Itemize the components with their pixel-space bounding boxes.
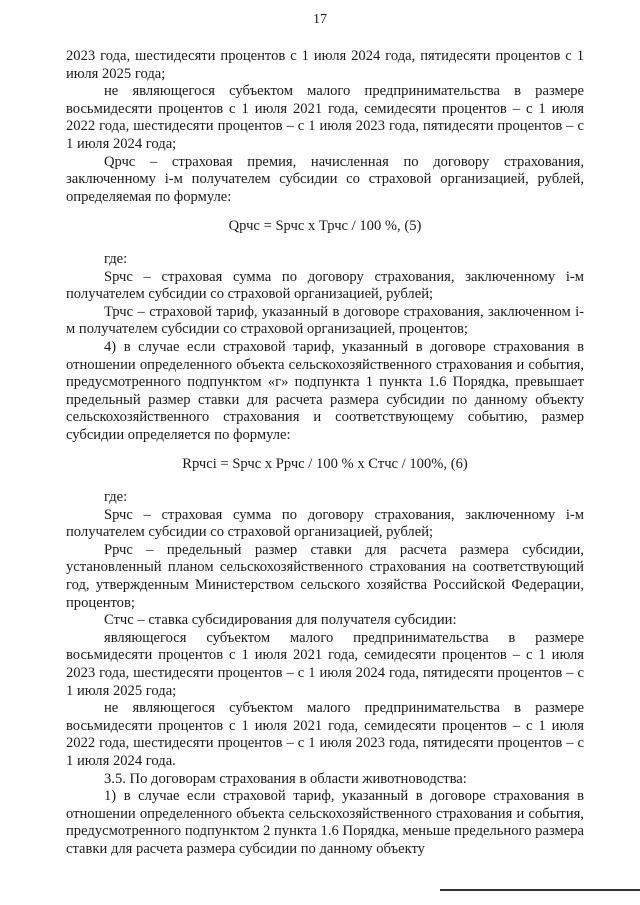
paragraph: Sрчс – страховая сумма по договору страхования, заключенному i-м получателем субсидии со страховой организацией, рублей; [66,506,584,541]
page-number: 17 [313,12,327,27]
paragraph: Трчс – страховой тариф, указанный в договоре страхования, заключенном i-м получателем субсидии со страховой организацией, процентов; [66,303,584,338]
document-body [66,48,584,859]
section-heading: 3.5. По договорам страхования в области животноводства: [104,770,467,787]
formula-6: Rрчсi = Sрчс х Ррчс / 100 % х Стчс / 100%, (6) [182,456,468,473]
scan-edge-line [440,889,640,891]
where-label: где: [104,489,128,506]
paragraph: 2023 года, шестидесяти процентов с 1 июля 2024 года, пятидесяти процентов с 1 июля 2025 года; [66,48,584,82]
paragraph: не являющегося субъектом малого предпринимательства в размере восьмидесяти процентов с 1 июля 2021 года, семидесяти процентов – с 1 июля 2022 года, шестидесяти процентов – с 1 июля 2023 года, пятидесяти процентов – с 1 июля 2024 года. [66,700,584,769]
paragraph: Sрчс – страховая сумма по договору страхования, заключенному i-м получателем субсидии со страховой организацией, рублей; [66,268,584,303]
paragraph: 1) в случае если страховой тариф, указанный в договоре страхования в отношении определенного объекта сельскохозяйственного страхования и события, предусмотренного подпунктом 2 пункта 1.6 Порядка, меньше предельного размера ставки для расчета размера субсидии по данному объекту [66,788,584,857]
where-label: где: [104,250,128,267]
paragraph: Ррчс – предельный размер ставки для расчета размера субсидии, установленный планом сельскохозяйственного страхования на соответствующий год, утвержденным Министерством сельского хозяйства Российской Федерации, процентов; [66,541,584,611]
formula-5: Qрчс = Sрчс х Трчс / 100 %, (5) [228,218,422,235]
paragraph: 4) в случае если страховой тариф, указанный в договоре страхования в отношении определенного объекта сельскохозяйственного страхования и события, предусмотренного подпунктом «г» подпункта 1 пункта 1.6 Порядка, превышает предельный размер ставки для расчета размера субсидии по данному объекту сельскохозяйственного страхования и соответствующему событию, размер субсидии определяется по формуле: [66,338,584,443]
paragraph: Qрчс – страховая премия, начисленная по договору страхования, заключенному i-м получателем субсидии со страховой организацией, рублей, определяемая по формуле: [66,153,584,205]
paragraph: не являющегося субъектом малого предпринимательства в размере восьмидесяти процентов с 1 июля 2021 года, семидесяти процентов – с 1 июля 2022 года, шестидесяти процентов – с 1 июля 2023 года, пятидесяти процентов – с 1 июля 2024 года; [66,83,584,152]
paragraph: Стчс – ставка субсидирования для получателя субсидии: [104,612,457,629]
paragraph: являющегося субъектом малого предпринимательства в размере восьмидесяти процентов с 1 июля 2021 года, семидесяти процентов – с 1 июля 2023 года, шестидесяти процентов – с 1 июля 2024 года, пятидесяти процентов – с 1 июля 2025 года; [66,629,584,699]
